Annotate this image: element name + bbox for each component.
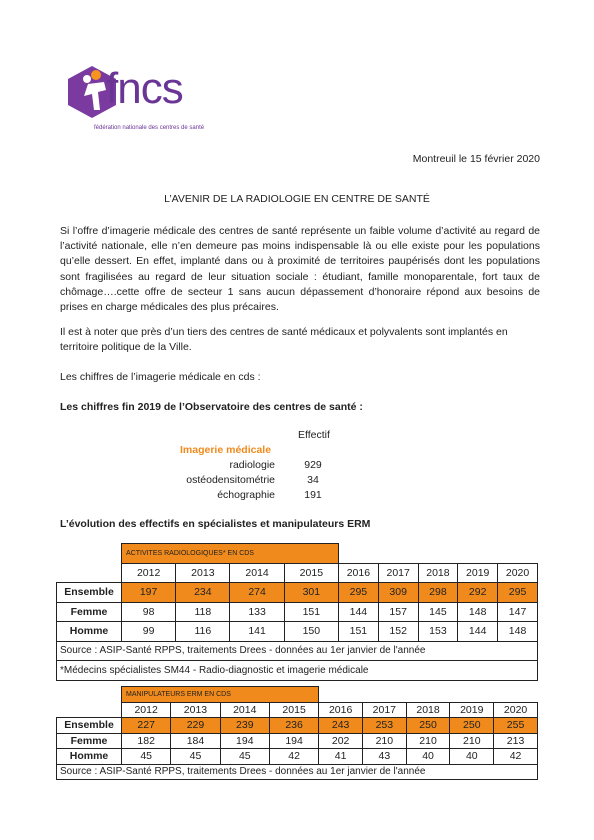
row-label: Femme: [57, 733, 122, 749]
evolution-heading: L’évolution des effectifs en spécialistes et manipulateurs ERM: [60, 518, 371, 530]
year-cell: 2019: [450, 702, 494, 718]
row-label: Homme: [57, 622, 122, 642]
table-row: [57, 583, 538, 603]
table-cell: 118: [176, 602, 230, 622]
table-cell: 148: [498, 622, 538, 642]
table-cell: 213: [494, 733, 538, 749]
table-cell: 227: [122, 718, 171, 734]
manipulators-years-row: [57, 702, 538, 718]
table-cell: 243: [319, 718, 363, 734]
table-cell: 184: [171, 733, 220, 749]
observatoire-label-echographie: échographie: [217, 489, 275, 501]
year-cell: 2017: [378, 563, 418, 583]
table-cell: 148: [458, 602, 498, 622]
table-cell: 229: [171, 718, 220, 734]
table-cell: 42: [269, 749, 318, 765]
manipulators-table-header: MANIPULATEURS ERM EN CDS: [122, 687, 319, 703]
year-cell: 2013: [171, 702, 220, 718]
table-cell: 43: [362, 749, 406, 765]
year-cell: 2012: [122, 702, 171, 718]
paragraph-chiffres: Les chiffres de l’imagerie médicale en cds :: [60, 371, 261, 383]
table-row: [57, 718, 538, 734]
table-cell: 41: [319, 749, 363, 765]
document-title: L’AVENIR DE LA RADIOLOGIE EN CENTRE DE SANTÉ: [164, 193, 430, 205]
table-cell: 116: [176, 622, 230, 642]
logo-subtitle: fédération nationale des centres de santé: [94, 125, 205, 131]
observatoire-label-osteodensitometrie: ostéodensitométrie: [186, 474, 275, 486]
table-source: Source : ASIP-Santé RPPS, traitements Drees - données au 1er janvier de l'année: [57, 641, 538, 661]
year-cell: 2014: [230, 563, 284, 583]
table-cell: 239: [220, 718, 269, 734]
table-cell: 40: [406, 749, 450, 765]
paragraph-intro: Si l’offre d’imagerie médicale des centres de santé représente un faible volume d’activité au regard de l’activité nationale, elle n’en demeure pas moins indispensable là ou elle existe pour les populations qu’elle dessert. En effet, implanté dans ou à proximité de territoires paupérisés dont les populations sont fragilisées au regard de leur situation sociale : étudiant, famille monoparentale, fort taux de chômage….cette offre de secteur 1 sans aucun dépassement d’honoraire répond aux besoins de prises en charge médicales des plus précaires.: [60, 225, 540, 314]
table-cell: 150: [284, 622, 338, 642]
table-cell: 236: [269, 718, 318, 734]
table-cell: 99: [122, 622, 176, 642]
table-cell: 292: [458, 583, 498, 603]
table-cell: 250: [450, 718, 494, 734]
specialists-years-row: [57, 563, 538, 583]
date-line: Montreuil le 15 février 2020: [412, 153, 540, 165]
table-cell: 301: [284, 583, 338, 603]
year-cell: 2019: [458, 563, 498, 583]
year-cell: 2020: [498, 563, 538, 583]
table-cell: 147: [498, 602, 538, 622]
logo-wordmark: fncs: [106, 64, 183, 113]
observatoire-heading: Les chiffres fin 2019 de l’Observatoire des centres de santé :: [60, 401, 363, 413]
year-cell: 2015: [284, 563, 338, 583]
table-cell: 182: [122, 733, 171, 749]
table-cell: 194: [269, 733, 318, 749]
table-cell: 133: [230, 602, 284, 622]
table-source: Source : ASIP-Santé RPPS, traitements Drees - données au 1er janvier de l'année: [57, 764, 538, 780]
row-label: Ensemble: [57, 583, 122, 603]
observatoire-value-echographie: 191: [304, 489, 322, 501]
table-footnote: *Médecins spécialistes SM44 - Radio-diagnostic et imagerie médicale: [57, 661, 538, 681]
observatoire-column-header: Effectif: [298, 429, 330, 441]
manipulators-table: [56, 686, 538, 780]
table-cell: 151: [284, 602, 338, 622]
table-cell: 250: [406, 718, 450, 734]
table-row: [57, 602, 538, 622]
table-cell: 151: [339, 622, 379, 642]
year-cell: 2018: [406, 702, 450, 718]
table-cell: 45: [171, 749, 220, 765]
year-cell: 2013: [176, 563, 230, 583]
table-cell: 202: [319, 733, 363, 749]
table-cell: 309: [378, 583, 418, 603]
observatoire-value-osteodensitometrie: 34: [307, 474, 319, 486]
table-cell: 157: [378, 602, 418, 622]
table-cell: 98: [122, 602, 176, 622]
specialists-table-header: ACTIVITES RADIOLOGIQUES* EN CDS: [122, 544, 339, 564]
table-cell: 210: [450, 733, 494, 749]
table-cell: 234: [176, 583, 230, 603]
table-cell: 197: [122, 583, 176, 603]
table-cell: 153: [418, 622, 458, 642]
table-cell: 145: [418, 602, 458, 622]
paragraph-ville: Il est à noter que près d’un tiers des centres de santé médicaux et polyvalents sont implantés en territoire politique de la Ville.: [60, 326, 508, 354]
year-cell: 2018: [418, 563, 458, 583]
table-cell: 210: [362, 733, 406, 749]
table-cell: 295: [339, 583, 379, 603]
observatoire-value-radiologie: 929: [304, 459, 322, 471]
observatoire-label-radiologie: radiologie: [229, 459, 275, 471]
table-cell: 253: [362, 718, 406, 734]
table-cell: 194: [220, 733, 269, 749]
year-cell: 2012: [122, 563, 176, 583]
table-cell: 295: [498, 583, 538, 603]
table-cell: 298: [418, 583, 458, 603]
table-cell: 42: [494, 749, 538, 765]
table-row: [57, 622, 538, 642]
row-label: Ensemble: [57, 718, 122, 734]
year-cell: 2014: [220, 702, 269, 718]
row-label: Homme: [57, 749, 122, 765]
year-cell: 2017: [362, 702, 406, 718]
table-cell: 45: [122, 749, 171, 765]
specialists-table: [56, 543, 538, 681]
row-label: Femme: [57, 602, 122, 622]
year-cell: 2020: [494, 702, 538, 718]
year-cell: 2016: [319, 702, 363, 718]
table-cell: 210: [406, 733, 450, 749]
table-row: [57, 733, 538, 749]
table-cell: 144: [458, 622, 498, 642]
year-cell: 2015: [269, 702, 318, 718]
table-cell: 45: [220, 749, 269, 765]
table-row: [57, 749, 538, 765]
year-cell: 2016: [339, 563, 379, 583]
fncs-logo: [62, 62, 242, 142]
table-cell: 40: [450, 749, 494, 765]
table-cell: 144: [339, 602, 379, 622]
observatoire-category: Imagerie médicale: [180, 444, 272, 456]
table-cell: 152: [378, 622, 418, 642]
table-cell: 255: [494, 718, 538, 734]
table-cell: 141: [230, 622, 284, 642]
table-cell: 274: [230, 583, 284, 603]
